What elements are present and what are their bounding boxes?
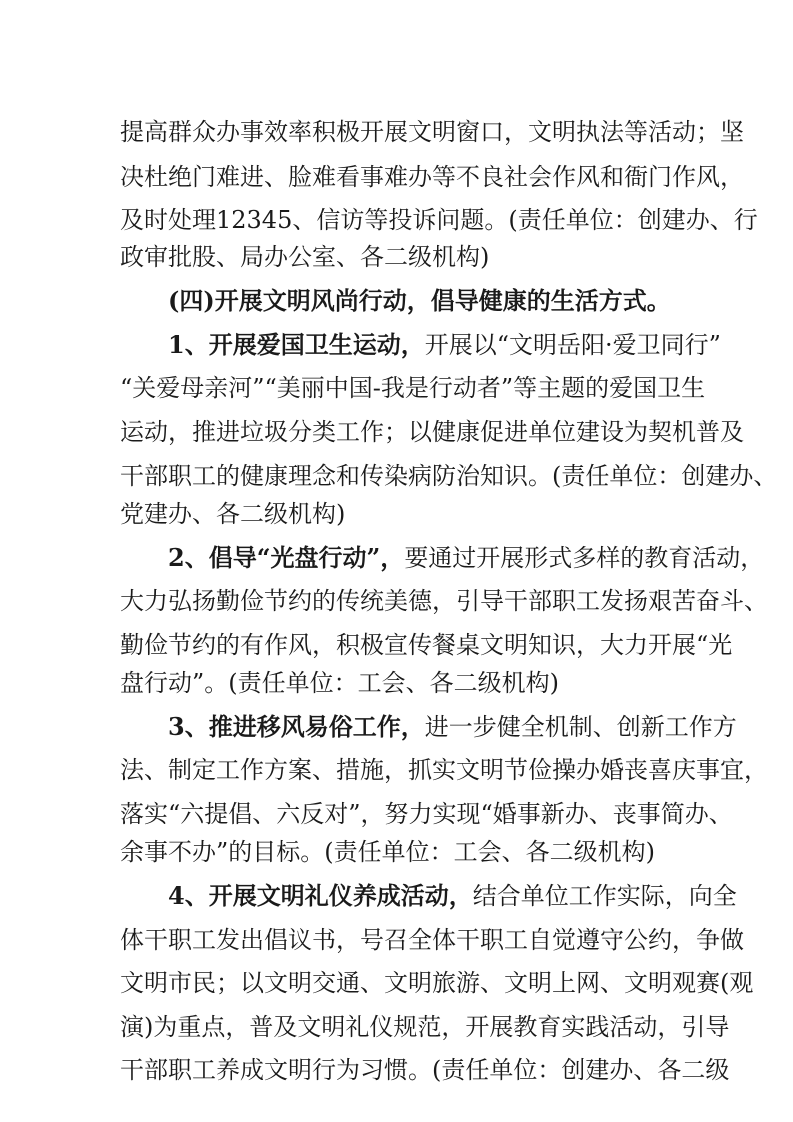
paragraph-line: 干部职工养成文明行为习惯。(责任单位：创建办、各二级 [120,1056,730,1084]
item-heading-line: 3、推进移风易俗工作，进一步健全机制、创新工作方 [168,712,737,741]
paragraph-line: 落实“六提倡、六反对”，努力实现“婚事新办、丧事简办、 [120,800,733,828]
paragraph-line: 演)为重点，普及文明礼仪规范，开展教育实践活动，引导 [120,1013,730,1041]
item-heading-line: 4、开展文明礼仪养成活动，结合单位工作实际，向全 [168,881,737,910]
paragraph-line: 决杜绝门难进、脸难看事难办等不良社会作风和衙门作风， [120,163,744,191]
paragraph-line: 运动，推进垃圾分类工作；以健康促进单位建设为契机普及 [120,418,744,446]
paragraph-line: 体干职工发出倡议书，号召全体干职工自觉遵守公约，争做 [120,926,744,954]
item-heading: 4、开展文明礼仪养成活动， [168,881,473,910]
item-heading-line: 1、开展爱国卫生运动，开展以“文明岳阳·爱卫同行” [168,330,721,359]
paragraph-line: 盘行动”。(责任单位：工会、各二级机构) [120,669,559,697]
paragraph-line: “关爱母亲河”“美丽中国-我是行动者”等主题的爱国卫生 [120,374,706,402]
paragraph-line: 及时处理12345、信访等投诉问题。(责任单位：创建办、行 [120,206,758,234]
item-heading: 2、倡导“光盘行动”， [168,543,405,572]
paragraph-line: 提高群众办事效率积极开展文明窗口，文明执法等活动；坚 [120,118,744,146]
paragraph-line: 干部职工的健康理念和传染病防治知识。(责任单位：创建办、 [120,462,778,490]
paragraph-line: 文明市民；以文明交通、文明旅游、文明上网、文明观赛(观 [120,969,754,997]
paragraph-line: 政审批股、局办公室、各二级机构) [120,243,490,271]
paragraph-line: 余事不办”的目标。(责任单位：工会、各二级机构) [120,838,655,866]
paragraph-line: 党建办、各二级机构) [120,500,346,528]
item-heading: 3、推进移风易俗工作， [168,712,425,741]
section-heading: (四)开展文明风尚行动，倡导健康的生活方式。 [168,286,671,315]
paragraph-line: 勤俭节约的有作风，积极宣传餐桌文明知识，大力开展“光 [120,631,733,659]
paragraph-line: 法、制定工作方案、措施，抓实文明节俭操办婚丧喜庆事宜， [120,756,768,784]
item-heading: 1、开展爱国卫生运动， [168,330,425,359]
paragraph-line: 大力弘扬勤俭节约的传统美德，引导干部职工发扬艰苦奋斗、 [120,587,768,615]
item-heading-line: 2、倡导“光盘行动”，要通过开展形式多样的教育活动， [168,543,765,572]
